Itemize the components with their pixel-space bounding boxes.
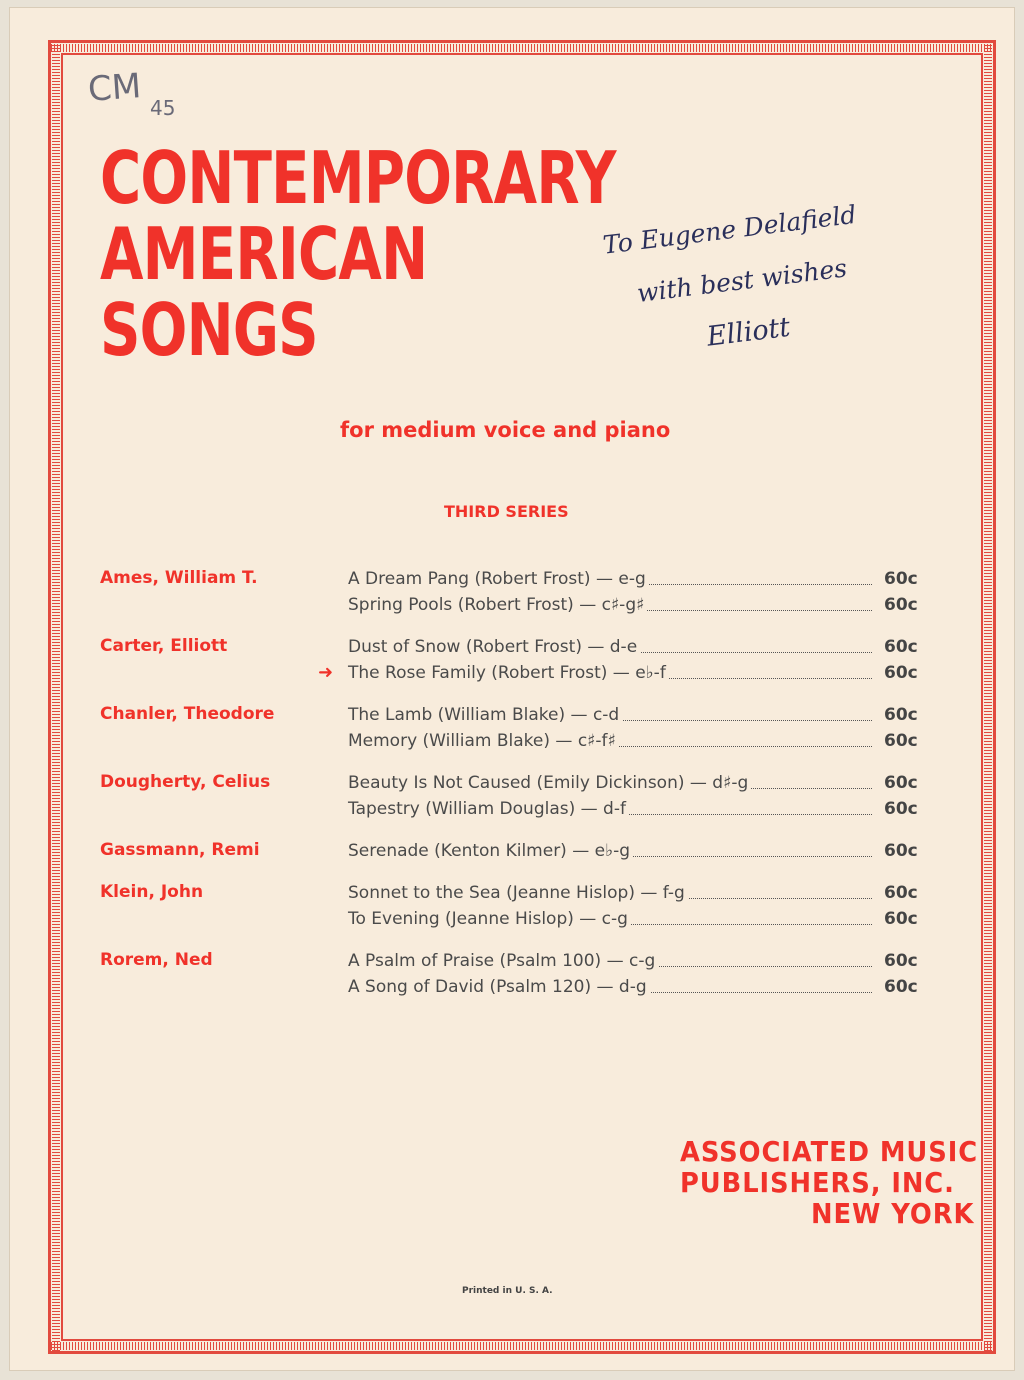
inscription-line-1: To Eugene Delafield xyxy=(601,199,858,260)
song-price: 60c xyxy=(884,595,918,615)
song-row xyxy=(0,636,1024,662)
publisher-line-1: ASSOCIATED MUSIC xyxy=(680,1135,979,1168)
composer-name: Klein, John xyxy=(100,882,204,902)
song-title: Tapestry (William Douglas) — d-f xyxy=(348,799,629,819)
pencil-annotation: CM xyxy=(86,66,143,110)
title-line-3: SONGS xyxy=(100,288,318,372)
song-price: 60c xyxy=(884,637,918,657)
song-row xyxy=(0,950,1024,976)
song-row xyxy=(0,594,1024,620)
song-title: Dust of Snow (Robert Frost) — d-e xyxy=(348,637,640,657)
song-price: 60c xyxy=(884,663,918,683)
song-title: Beauty Is Not Caused (Emily Dickinson) — d♯-g xyxy=(348,773,751,793)
song-title: The Lamb (William Blake) — c-d xyxy=(348,705,622,725)
composer-group xyxy=(0,882,1024,934)
song-row xyxy=(0,704,1024,730)
song-title: A Song of David (Psalm 120) — d-g xyxy=(348,977,650,997)
border-hatch-bottom xyxy=(51,1342,993,1350)
song-price: 60c xyxy=(884,773,918,793)
song-row xyxy=(0,772,1024,798)
song-price: 60c xyxy=(884,909,918,929)
composer-name: Dougherty, Celius xyxy=(100,772,271,792)
song-title: Spring Pools (Robert Frost) — c♯-g♯ xyxy=(348,595,647,615)
publisher-line-2: PUBLISHERS, INC. xyxy=(680,1166,955,1199)
song-list xyxy=(0,568,1024,1018)
song-price: 60c xyxy=(884,569,918,589)
printed-note: Printed in U. S. A. xyxy=(462,1286,553,1296)
composer-group xyxy=(0,636,1024,688)
inscription-line-2: with best wishes xyxy=(635,253,849,308)
border-hatch-top xyxy=(51,44,993,52)
song-price: 60c xyxy=(884,731,918,751)
inscription-signature: Elliott xyxy=(705,311,792,353)
subtitle: for medium voice and piano xyxy=(340,418,671,442)
song-title: The Rose Family (Robert Frost) — e♭-f xyxy=(348,663,669,683)
composer-name: Ames, William T. xyxy=(100,568,258,588)
composer-name: Carter, Elliott xyxy=(100,636,228,656)
page-title xyxy=(100,136,616,372)
song-title: Memory (William Blake) — c♯-f♯ xyxy=(348,731,619,751)
song-row xyxy=(0,568,1024,594)
song-price: 60c xyxy=(884,841,918,861)
song-price: 60c xyxy=(884,799,918,819)
song-title: A Psalm of Praise (Psalm 100) — c-g xyxy=(348,951,658,971)
publisher-city: NEW YORK xyxy=(811,1197,975,1230)
song-row xyxy=(0,840,1024,866)
song-row xyxy=(0,976,1024,1002)
composer-group xyxy=(0,704,1024,756)
song-row xyxy=(0,730,1024,756)
song-price: 60c xyxy=(884,705,918,725)
song-title: Sonnet to the Sea (Jeanne Hislop) — f-g xyxy=(348,883,688,903)
song-title: To Evening (Jeanne Hislop) — c-g xyxy=(348,909,631,929)
composer-group xyxy=(0,840,1024,866)
composer-name: Rorem, Ned xyxy=(100,950,213,970)
composer-name: Gassmann, Remi xyxy=(100,840,260,860)
song-row xyxy=(0,798,1024,824)
composer-name: Chanler, Theodore xyxy=(100,704,275,724)
arrow-right-icon: ➜ xyxy=(318,662,334,683)
composer-group xyxy=(0,568,1024,620)
pencil-number: 45 xyxy=(150,96,176,120)
song-title: Serenade (Kenton Kilmer) — e♭-g xyxy=(348,841,633,861)
title-line-1: CONTEMPORARY xyxy=(100,136,616,220)
publisher xyxy=(680,1136,978,1229)
handwritten-inscription xyxy=(600,189,872,375)
song-row xyxy=(0,662,1024,688)
song-row xyxy=(0,908,1024,934)
song-row xyxy=(0,882,1024,908)
composer-group xyxy=(0,950,1024,1002)
song-price: 60c xyxy=(884,977,918,997)
composer-group xyxy=(0,772,1024,824)
title-line-2: AMERICAN xyxy=(100,212,428,296)
song-title: A Dream Pang (Robert Frost) — e-g xyxy=(348,569,649,589)
song-price: 60c xyxy=(884,951,918,971)
series-label: THIRD SERIES xyxy=(444,502,569,521)
song-price: 60c xyxy=(884,883,918,903)
